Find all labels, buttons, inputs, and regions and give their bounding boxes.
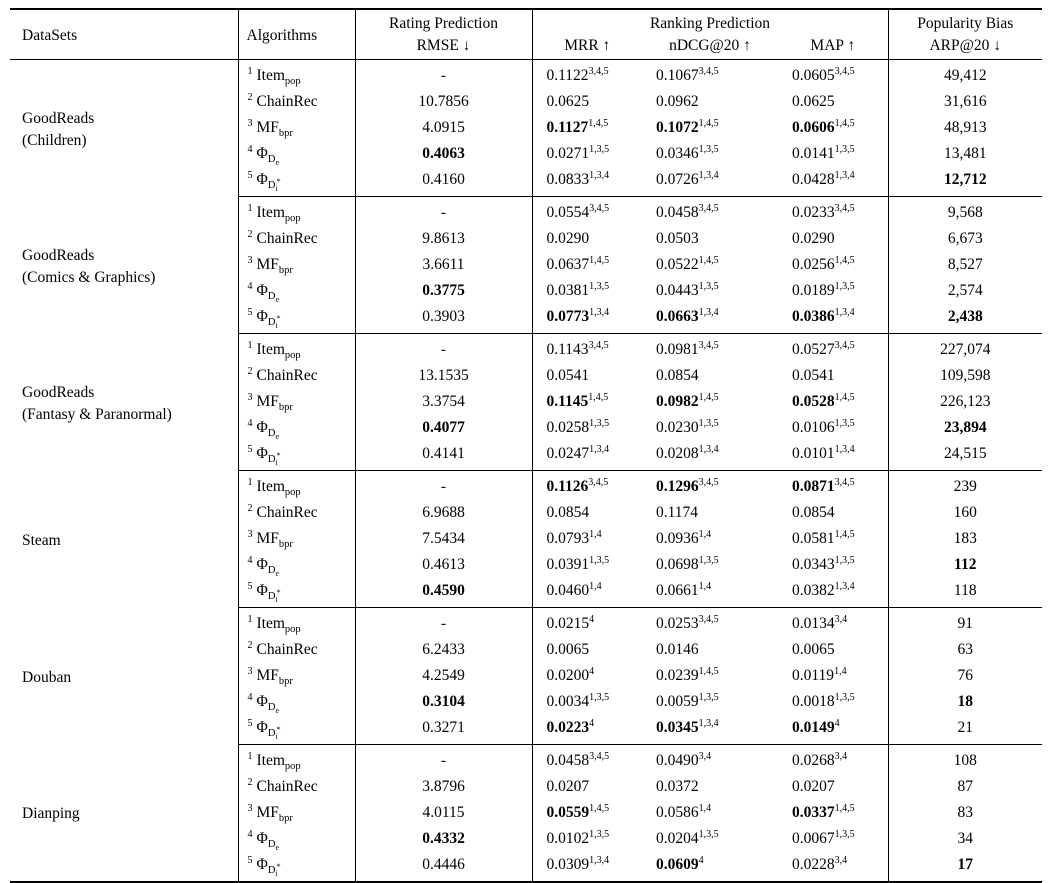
arp-cell: 239 (953, 478, 977, 495)
ndcg-cell: 0.0609$^4$ (656, 854, 704, 873)
rmse-cell: 4.0115 (355, 800, 532, 826)
algorithm-cell: $^2$ ChainRec (238, 774, 355, 800)
arp-cell: 17 (957, 856, 973, 873)
arp-cell: 118 (888, 578, 1042, 608)
map-cell: 0.0605$^{3,4,5}$ (778, 60, 888, 90)
arp-cell: 13,481 (943, 145, 987, 162)
mrr-cell: 0.0034$^{1,3,5}$ (546, 691, 610, 710)
header-arp: ARP@20 ↓ (888, 35, 1042, 60)
ndcg-cell: 0.0372 (656, 778, 699, 795)
arp-cell: 109,598 (940, 367, 991, 384)
header-datasets: DataSets (10, 9, 238, 60)
ndcg-cell: 0.0490$^{3,4}$ (656, 750, 712, 769)
rmse-cell: - (355, 471, 532, 501)
map-cell: 0.0337$^{1,4,5}$ (778, 800, 888, 826)
algorithm-cell: $^2$ ChainRec (238, 363, 355, 389)
mrr-cell: 0.1126$^{3,4,5}$ (546, 476, 609, 495)
algorithm-cell: $^5$ $\Phi_{D_i^*}$ (238, 852, 355, 882)
ndcg-cell: 0.0345$^{1,3,4}$ (642, 715, 778, 745)
arp-cell: 76 (957, 667, 973, 684)
arp-cell: 9,568 (947, 204, 983, 221)
dataset-cell (10, 471, 238, 608)
arp-cell: 8,527 (947, 256, 983, 273)
dataset-name-line: GoodReads (22, 109, 95, 127)
map-cell: 0.0606$^{1,4,5}$ (778, 115, 888, 141)
rmse-cell: 0.3104 (355, 689, 532, 715)
map-cell: 0.0268$^{3,4}$ (778, 745, 888, 775)
ndcg-cell: 0.0059$^{1,3,5}$ (656, 691, 719, 710)
map-cell: 0.0871$^{3,4,5}$ (778, 471, 888, 501)
arp-cell: 227,074 (940, 341, 991, 358)
ndcg-cell: 0.0854 (656, 367, 699, 384)
algorithm-cell: $^2$ ChainRec (238, 500, 355, 526)
algorithm-cell: $^1$ Item$_{pop}$ (238, 471, 355, 501)
rmse-cell: 6.2433 (355, 637, 532, 663)
mrr-cell: 0.1122$^{3,4,5}$ (546, 65, 609, 84)
header-row-1 (10, 9, 1042, 35)
ndcg-cell: 0.1072$^{1,4,5}$ (656, 117, 719, 136)
mrr-cell: 0.1143$^{3,4,5}$ (546, 339, 609, 358)
algorithm-cell: $^4$ $\Phi_{D_e}$ (238, 415, 355, 441)
arp-cell: 34 (957, 830, 973, 847)
ndcg-cell: 0.0503 (656, 230, 699, 247)
map-cell: 0.0528$^{1,4,5}$ (778, 389, 888, 415)
ndcg-cell: 0.0253$^{3,4,5}$ (656, 613, 719, 632)
map-cell: 0.0228$^{3,4}$ (778, 852, 888, 882)
algorithm-cell: $^5$ $\Phi_{D_i^*}$ (238, 304, 355, 334)
arp-cell: 87 (957, 778, 973, 795)
algorithm-cell: $^2$ ChainRec (238, 637, 355, 663)
map-cell: 0.0134$^{3,4}$ (778, 608, 888, 638)
arp-cell: 18 (957, 693, 973, 710)
map-cell: 0.0233$^{3,4,5}$ (778, 197, 888, 227)
mrr-cell: 0.0102$^{1,3,5}$ (546, 828, 610, 847)
table-body (10, 60, 1042, 883)
mrr-cell: 0.0637$^{1,4,5}$ (546, 254, 610, 273)
rmse-cell: 9.8613 (355, 226, 532, 252)
mrr-cell: 0.1127$^{1,4,5}$ (546, 117, 609, 136)
ndcg-cell: 0.0981$^{3,4,5}$ (656, 339, 719, 358)
mrr-cell: 0.0458$^{3,4,5}$ (546, 750, 610, 769)
rmse-cell: 4.2549 (355, 663, 532, 689)
header-mrr: MRR ↑ (532, 35, 642, 60)
ndcg-cell: 0.0458$^{3,4,5}$ (656, 202, 719, 221)
arp-cell: 226,123 (940, 393, 991, 410)
algorithm-cell: $^1$ Item$_{pop}$ (238, 334, 355, 364)
arp-cell: 12,712 (888, 167, 1042, 197)
map-cell: 0.0106$^{1,3,5}$ (778, 415, 888, 441)
ndcg-cell: 0.0239$^{1,4,5}$ (656, 665, 719, 684)
mrr-cell: 0.0625 (546, 93, 590, 110)
ndcg-cell: 0.0146 (656, 641, 699, 658)
algorithm-cell: $^5$ $\Phi_{D_i^*}$ (238, 715, 355, 745)
dataset-name-line: Douban (22, 668, 72, 686)
mrr-cell: 0.0854 (546, 504, 590, 521)
algorithm-cell: $^4$ $\Phi_{D_e}$ (238, 689, 355, 715)
mrr-cell: 0.0381$^{1,3,5}$ (546, 280, 610, 299)
results-table (10, 8, 1042, 883)
header-map: MAP ↑ (778, 35, 888, 60)
mrr-cell: 0.0207 (546, 778, 590, 795)
algorithm-cell: $^3$ $MF_{bpr}$ (238, 252, 355, 278)
rmse-cell: 7.5434 (355, 526, 532, 552)
arp-cell: 49,412 (943, 67, 987, 84)
algorithm-cell: $^5$ $\Phi_{D_i^*}$ (238, 441, 355, 471)
header-rating-prediction: Rating Prediction (355, 9, 532, 35)
arp-cell: 48,913 (943, 119, 987, 136)
map-cell: 0.0067$^{1,3,5}$ (778, 826, 888, 852)
arp-cell: 63 (957, 641, 973, 658)
arp-cell: 21 (888, 715, 1042, 745)
rmse-cell: - (355, 60, 532, 90)
ndcg-cell: 0.0661$^{1,4}$ (642, 578, 778, 608)
algorithm-cell: $^1$ Item$_{pop}$ (238, 60, 355, 90)
arp-cell: 2,438 (888, 304, 1042, 334)
ndcg-cell: 0.0586$^{1,4}$ (656, 802, 712, 821)
algorithm-cell: $^5$ $\Phi_{D_i^*}$ (238, 578, 355, 608)
mrr-cell: 0.1145$^{1,4,5}$ (546, 391, 609, 410)
map-cell: 0.0256$^{1,4,5}$ (778, 252, 888, 278)
map-cell: 0.0207 (778, 774, 888, 800)
header-popularity-bias: Popularity Bias (917, 15, 1014, 32)
algorithm-cell: $^1$ Item$_{pop}$ (238, 197, 355, 227)
ndcg-cell: 0.0208$^{1,3,4}$ (642, 441, 778, 471)
algorithm-cell: $^4$ $\Phi_{D_e}$ (238, 278, 355, 304)
mrr-cell: 0.0215$^4$ (546, 613, 595, 632)
rmse-cell: 0.4332 (355, 826, 532, 852)
map-cell: 0.0101$^{1,3,4}$ (778, 441, 888, 471)
table-header (10, 9, 1042, 60)
map-cell: 0.0382$^{1,3,4}$ (778, 578, 888, 608)
ndcg-cell: 0.0936$^{1,4}$ (656, 528, 712, 547)
map-cell: 0.0343$^{1,3,5}$ (778, 552, 888, 578)
algorithm-cell: $^2$ ChainRec (238, 89, 355, 115)
table-row (10, 60, 1042, 90)
mrr-cell: 0.0773$^{1,3,4}$ (532, 304, 642, 334)
rmse-cell: 0.4063 (355, 141, 532, 167)
algorithm-cell: $^1$ Item$_{pop}$ (238, 608, 355, 638)
algorithm-cell: $^3$ $MF_{bpr}$ (238, 115, 355, 141)
rmse-cell: 3.6611 (355, 252, 532, 278)
map-cell: 0.0189$^{1,3,5}$ (778, 278, 888, 304)
arp-cell: 112 (954, 556, 977, 573)
mrr-cell: 0.0309$^{1,3,4}$ (546, 854, 610, 873)
map-cell: 0.0386$^{1,3,4}$ (778, 304, 888, 334)
algorithm-cell: $^4$ $\Phi_{D_e}$ (238, 826, 355, 852)
dataset-cell (10, 197, 238, 334)
rmse-cell: 10.7856 (355, 89, 532, 115)
rmse-cell: 3.3754 (355, 389, 532, 415)
arp-cell: 2,574 (947, 282, 983, 299)
dataset-cell (10, 334, 238, 471)
header-rmse: RMSE ↓ (355, 35, 532, 60)
rmse-cell: - (355, 745, 532, 775)
rmse-cell: 13.1535 (355, 363, 532, 389)
mrr-cell: 0.0271$^{1,3,5}$ (546, 143, 610, 162)
ndcg-cell: 0.0230$^{1,3,5}$ (656, 417, 719, 436)
dataset-name-line: Dianping (22, 805, 80, 823)
arp-cell: 160 (953, 504, 977, 521)
arp-cell: 24,515 (888, 441, 1042, 471)
algorithm-cell: $^3$ $MF_{bpr}$ (238, 663, 355, 689)
table-row (10, 608, 1042, 638)
table-row (10, 334, 1042, 364)
rmse-cell: 0.4077 (355, 415, 532, 441)
map-cell: 0.0141$^{1,3,5}$ (778, 141, 888, 167)
ndcg-cell: 0.0443$^{1,3,5}$ (656, 280, 719, 299)
header-ndcg: nDCG@20 ↑ (642, 35, 778, 60)
map-cell: 0.0581$^{1,4,5}$ (778, 526, 888, 552)
rmse-cell: 3.8796 (355, 774, 532, 800)
arp-cell: 6,673 (947, 230, 983, 247)
mrr-cell: 0.0247$^{1,3,4}$ (532, 441, 642, 471)
mrr-cell: 0.0223$^4$ (532, 715, 642, 745)
dataset-name-line: (Children) (22, 131, 87, 149)
dataset-name-line: (Fantasy & Paranormal) (22, 405, 172, 423)
map-cell: 0.0149$^4$ (778, 715, 888, 745)
algorithm-cell: $^4$ $\Phi_{D_e}$ (238, 552, 355, 578)
mrr-cell: 0.0391$^{1,3,5}$ (546, 554, 610, 573)
map-cell: 0.0119$^{1,4}$ (778, 663, 888, 689)
algorithm-cell: $^3$ $MF_{bpr}$ (238, 526, 355, 552)
mrr-cell: 0.0290 (546, 230, 590, 247)
ndcg-cell: 0.0726$^{1,3,4}$ (642, 167, 778, 197)
ndcg-cell: 0.0962 (656, 93, 699, 110)
arp-cell: 183 (953, 530, 977, 547)
ndcg-cell: 0.0522$^{1,4,5}$ (656, 254, 719, 273)
map-cell: 0.0018$^{1,3,5}$ (778, 689, 888, 715)
table-row (10, 471, 1042, 501)
ndcg-cell: 0.0982$^{1,4,5}$ (656, 391, 719, 410)
rmse-cell: 0.4141 (355, 441, 532, 471)
mrr-cell: 0.0793$^{1,4}$ (546, 528, 602, 547)
arp-cell: 31,616 (943, 93, 987, 110)
header-algorithms: Algorithms (238, 9, 355, 60)
mrr-cell: 0.0258$^{1,3,5}$ (546, 417, 610, 436)
dataset-cell (10, 60, 238, 197)
algorithm-cell: $^1$ Item$_{pop}$ (238, 745, 355, 775)
dataset-name-line: GoodReads (22, 246, 95, 264)
mrr-cell: 0.0559$^{1,4,5}$ (546, 802, 610, 821)
header-ranking-prediction: Ranking Prediction (532, 9, 888, 35)
mrr-cell: 0.0833$^{1,3,4}$ (532, 167, 642, 197)
rmse-cell: 0.4613 (355, 552, 532, 578)
map-cell: 0.0625 (778, 89, 888, 115)
ndcg-cell: 0.0204$^{1,3,5}$ (656, 828, 719, 847)
map-cell: 0.0290 (778, 226, 888, 252)
rmse-cell: 0.3775 (355, 278, 532, 304)
arp-cell: 23,894 (943, 419, 987, 436)
rmse-cell: 0.4590 (355, 578, 532, 608)
table-row (10, 745, 1042, 775)
ndcg-cell: 0.1296$^{3,4,5}$ (656, 476, 719, 495)
map-cell: 0.0065 (778, 637, 888, 663)
rmse-cell: - (355, 608, 532, 638)
rmse-cell: 0.3903 (355, 304, 532, 334)
map-cell: 0.0527$^{3,4,5}$ (778, 334, 888, 364)
algorithm-cell: $^5$ $\Phi_{D_i^*}$ (238, 167, 355, 197)
dataset-name-line: GoodReads (22, 383, 95, 401)
ndcg-cell: 0.0663$^{1,3,4}$ (642, 304, 778, 334)
ndcg-cell: 0.1067$^{3,4,5}$ (656, 65, 719, 84)
ndcg-cell: 0.0346$^{1,3,5}$ (656, 143, 719, 162)
arp-cell: 91 (957, 615, 973, 632)
mrr-cell: 0.0460$^{1,4}$ (532, 578, 642, 608)
arp-cell: 108 (953, 752, 977, 769)
algorithm-cell: $^3$ $MF_{bpr}$ (238, 800, 355, 826)
dataset-name-line: Steam (22, 531, 61, 549)
rmse-cell: 6.9688 (355, 500, 532, 526)
rmse-cell: 4.0915 (355, 115, 532, 141)
map-cell: 0.0541 (778, 363, 888, 389)
algorithm-cell: $^2$ ChainRec (238, 226, 355, 252)
map-cell: 0.0854 (778, 500, 888, 526)
dataset-cell (10, 608, 238, 745)
arp-cell: 83 (957, 804, 973, 821)
map-cell: 0.0428$^{1,3,4}$ (778, 167, 888, 197)
dataset-name-line: (Comics & Graphics) (22, 268, 156, 286)
ndcg-cell: 0.1174 (656, 504, 699, 521)
algorithm-cell: $^4$ $\Phi_{D_e}$ (238, 141, 355, 167)
rmse-cell: 0.4446 (355, 852, 532, 882)
rmse-cell: - (355, 334, 532, 364)
algorithm-cell: $^3$ $MF_{bpr}$ (238, 389, 355, 415)
mrr-cell: 0.0541 (546, 367, 590, 384)
ndcg-cell: 0.0698$^{1,3,5}$ (656, 554, 719, 573)
table-row (10, 197, 1042, 227)
mrr-cell: 0.0554$^{3,4,5}$ (546, 202, 610, 221)
mrr-cell: 0.0065 (546, 641, 590, 658)
rmse-cell: 0.4160 (355, 167, 532, 197)
mrr-cell: 0.0200$^4$ (546, 665, 595, 684)
rmse-cell: - (355, 197, 532, 227)
dataset-cell (10, 745, 238, 883)
rmse-cell: 0.3271 (355, 715, 532, 745)
